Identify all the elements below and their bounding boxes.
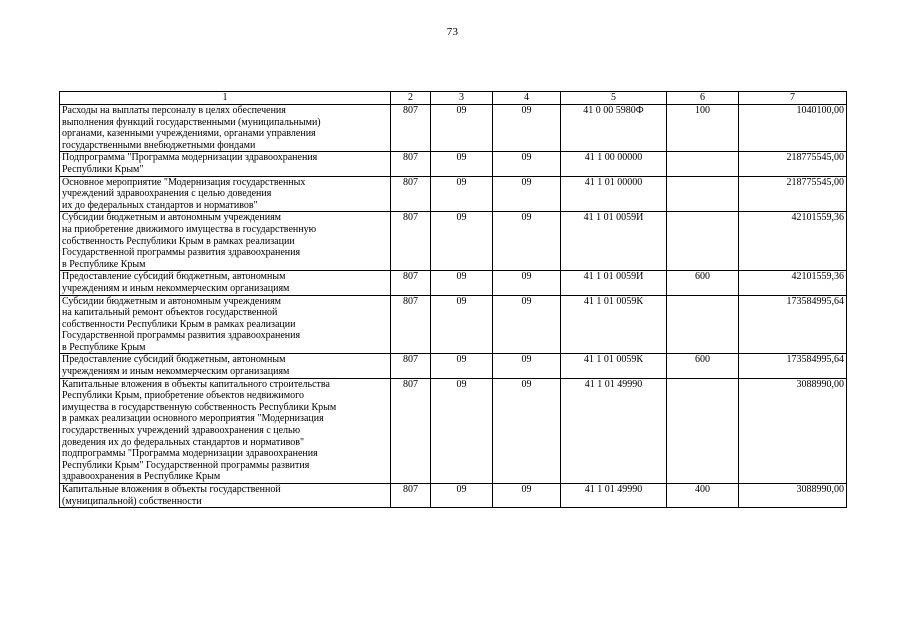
row-sum-cell: 173584995,64: [739, 354, 847, 378]
row-name-line: государственными внебюджетными фондами: [62, 139, 256, 151]
code-expense-type-cell: 100: [667, 105, 739, 152]
row-name-line: подпрограммы "Программа модернизации здравоохранения: [62, 448, 318, 460]
row-name-line: Субсидии бюджетным и автономным учреждениям: [62, 212, 282, 224]
row-name-line: Субсидии бюджетным и автономным учреждениям: [62, 295, 282, 307]
table-row: [60, 105, 847, 152]
row-name-line: Подпрограмма "Программа модернизации здравоохранения: [62, 152, 318, 164]
row-name-line: в Республике Крым: [62, 258, 146, 270]
row-name-cell: [60, 212, 391, 271]
code-admin-cell: 807: [391, 152, 431, 176]
row-name-line: на капитальный ремонт объектов государственной: [62, 307, 278, 319]
code-target-cell: 41 1 01 49990: [561, 378, 667, 483]
row-name-line: (муниципальной) собственности: [62, 495, 202, 507]
row-name-line: имущества в государственную собственность Республики Крым: [62, 401, 337, 413]
table-row: [60, 271, 847, 295]
code-expense-type-cell: 400: [667, 484, 739, 508]
code-expense-type-cell: [667, 212, 739, 271]
code-expense-type-cell: [667, 295, 739, 354]
table-row: [60, 378, 847, 483]
header-row: [60, 92, 847, 105]
row-sum-cell: 42101559,36: [739, 212, 847, 271]
row-name-line: государственных учреждений здравоохранения с целью: [62, 425, 301, 437]
code-subsection-cell: 09: [493, 378, 561, 483]
row-name-line: учреждений здравоохранения с целью доведения: [62, 188, 272, 200]
row-name-line: их до федеральных стандартов и нормативов": [62, 199, 258, 211]
code-subsection-cell: 09: [493, 484, 561, 508]
row-name-cell: [60, 378, 391, 483]
row-sum-cell: 218775545,00: [739, 152, 847, 176]
row-sum-cell: 218775545,00: [739, 176, 847, 212]
row-name-line: Государственной программы развития здравоохранения: [62, 247, 301, 259]
code-target-cell: 41 1 01 49990: [561, 484, 667, 508]
code-admin-cell: 807: [391, 271, 431, 295]
code-section-cell: 09: [431, 105, 493, 152]
row-name-line: здравоохранения в Республике Крым: [62, 471, 221, 483]
row-name-line: выполнения функций государственными (муниципальными): [62, 116, 321, 128]
code-expense-type-cell: [667, 176, 739, 212]
row-name-cell: [60, 484, 391, 508]
code-section-cell: 09: [431, 176, 493, 212]
table-row: [60, 152, 847, 176]
code-target-cell: 41 1 01 0059К: [561, 295, 667, 354]
code-target-cell: 41 1 01 0059И: [561, 271, 667, 295]
table-row: [60, 295, 847, 354]
header-col-1: 1: [60, 92, 391, 105]
code-section-cell: 09: [431, 212, 493, 271]
code-expense-type-cell: 600: [667, 354, 739, 378]
header-col-6: 6: [667, 92, 739, 105]
table-row: [60, 212, 847, 271]
row-sum-cell: 1040100,00: [739, 105, 847, 152]
row-name-cell: [60, 176, 391, 212]
code-subsection-cell: 09: [493, 295, 561, 354]
code-subsection-cell: 09: [493, 212, 561, 271]
row-sum-cell: 173584995,64: [739, 295, 847, 354]
code-subsection-cell: 09: [493, 176, 561, 212]
row-sum-cell: 3088990,00: [739, 484, 847, 508]
header-col-3: 3: [431, 92, 493, 105]
row-name-cell: [60, 295, 391, 354]
code-target-cell: 41 1 01 00000: [561, 176, 667, 212]
code-section-cell: 09: [431, 378, 493, 483]
table-row: [60, 354, 847, 378]
row-name-line: Предоставление субсидий бюджетным, автономным: [62, 271, 286, 283]
row-name-cell: [60, 152, 391, 176]
table-row: [60, 176, 847, 212]
code-admin-cell: 807: [391, 105, 431, 152]
row-name-line: в рамках реализации основного мероприятия "Модернизация: [62, 413, 324, 425]
code-target-cell: 41 0 00 5980Ф: [561, 105, 667, 152]
row-name-line: собственность Республики Крым в рамках реализации: [62, 235, 295, 247]
header-col-2: 2: [391, 92, 431, 105]
row-name-line: Капитальные вложения в объекты государственной: [62, 484, 281, 495]
row-name-cell: [60, 271, 391, 295]
row-name-cell: [60, 105, 391, 152]
row-name-line: органами, казенными учреждениями, органами управления: [62, 128, 316, 140]
header-col-5: 5: [561, 92, 667, 105]
row-name-line: Капитальные вложения в объекты капитального строительства: [62, 378, 330, 390]
budget-table: [59, 91, 847, 508]
table-body: [60, 105, 847, 508]
row-name-cell: [60, 354, 391, 378]
row-name-line: учреждениям и иным некоммерческим организациям: [62, 282, 290, 294]
header-col-4: 4: [493, 92, 561, 105]
code-admin-cell: 807: [391, 378, 431, 483]
code-section-cell: 09: [431, 295, 493, 354]
code-admin-cell: 807: [391, 484, 431, 508]
code-section-cell: 09: [431, 152, 493, 176]
row-name-line: Республики Крым" Государственной программы развития: [62, 459, 310, 471]
code-admin-cell: 807: [391, 176, 431, 212]
row-name-line: собственности Республики Крым в рамках реализации: [62, 318, 296, 330]
row-name-line: доведения их до федеральных стандартов и нормативов": [62, 436, 305, 448]
code-section-cell: 09: [431, 354, 493, 378]
code-expense-type-cell: 600: [667, 271, 739, 295]
row-name-line: Государственной программы развития здравоохранения: [62, 330, 301, 342]
code-subsection-cell: 09: [493, 271, 561, 295]
code-target-cell: 41 1 00 00000: [561, 152, 667, 176]
row-sum-cell: 42101559,36: [739, 271, 847, 295]
code-expense-type-cell: [667, 152, 739, 176]
code-subsection-cell: 09: [493, 152, 561, 176]
code-section-cell: 09: [431, 484, 493, 508]
row-name-line: Предоставление субсидий бюджетным, автономным: [62, 354, 286, 366]
code-expense-type-cell: [667, 378, 739, 483]
code-admin-cell: 807: [391, 354, 431, 378]
row-name-line: на приобретение движимого имущества в государственную: [62, 223, 317, 235]
code-section-cell: 09: [431, 271, 493, 295]
page-number: 73: [446, 26, 459, 38]
row-name-line: Расходы на выплаты персоналу в целях обеспечения: [62, 105, 286, 116]
row-name-line: в Республике Крым: [62, 341, 146, 353]
code-target-cell: 41 1 01 0059К: [561, 354, 667, 378]
code-subsection-cell: 09: [493, 354, 561, 378]
row-name-line: Основное мероприятие "Модернизация государственных: [62, 176, 306, 188]
row-sum-cell: 3088990,00: [739, 378, 847, 483]
code-target-cell: 41 1 01 0059И: [561, 212, 667, 271]
row-name-line: учреждениям и иным некоммерческим организациям: [62, 366, 290, 378]
table-row: [60, 484, 847, 508]
row-name-line: Республики Крым": [62, 163, 144, 175]
code-admin-cell: 807: [391, 212, 431, 271]
header-col-7: 7: [739, 92, 847, 105]
code-subsection-cell: 09: [493, 105, 561, 152]
code-admin-cell: 807: [391, 295, 431, 354]
row-name-line: Республики Крым, приобретение объектов недвижимого: [62, 390, 304, 402]
